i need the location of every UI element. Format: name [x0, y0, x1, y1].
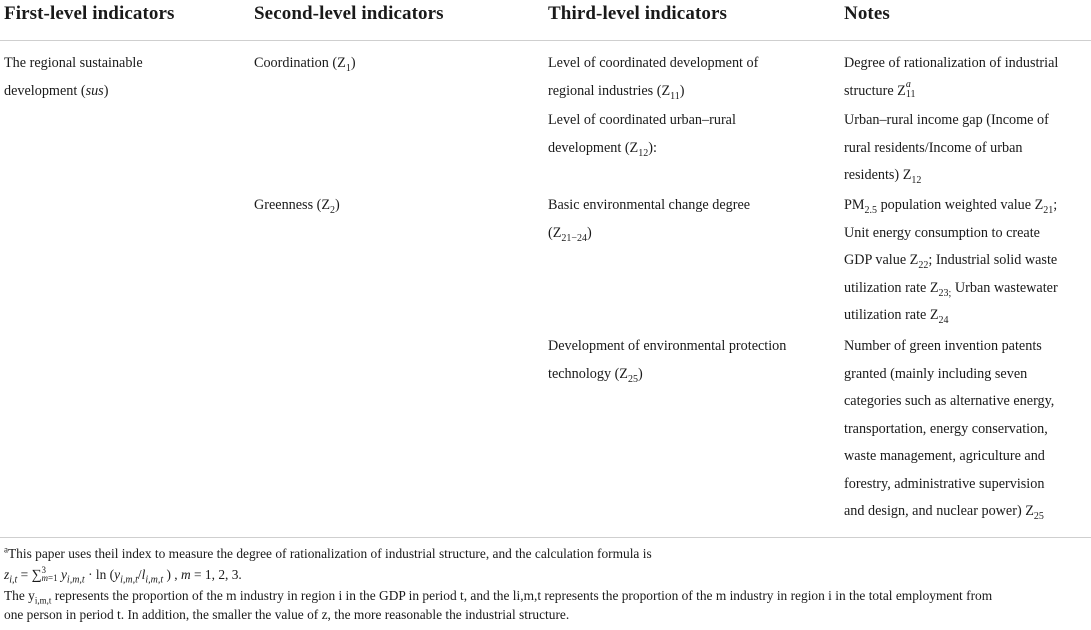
- header-second-level: Second-level indicators: [254, 3, 444, 24]
- notes-z21-24: $PM_{2.5}$ population weighted value $Z_{21}$; Unit energy consumption to create GDP value $Z_{22}$; Industrial solid waste utilization rate $Z_{23;}$ Urban wastewater utilization rate $Z_{24}$: [844, 197, 1058, 326]
- third-level-z11: Level of coordinated development of regional industries $(Z_{11})$: [548, 55, 759, 102]
- table-header: [0, 0, 1091, 41]
- first-level-cell: The regional sustainable development (sus): [4, 55, 143, 99]
- header-third-level: Third-level indicators: [548, 3, 727, 24]
- footnote-line-3: The $y_{i,m,t}$ represents the proportion of the m industry in region i in the GDP in period t, and the li,m,t represents the proportion of the m industry in region i in the total employment from: [4, 588, 993, 606]
- notes-z12: Urban–rural income gap (Income of rural residents/Income of urban residents) $Z_{12}$: [844, 112, 1049, 186]
- second-level-greenness: Greenness $(Z_2)$: [254, 197, 340, 216]
- second-level-coordination: Coordination $(Z_1)$: [254, 55, 356, 74]
- header-notes: Notes: [844, 3, 890, 24]
- footnote-line-1: $^a$This paper uses theil index to measure the degree of rationalization of industrial structure, and the calculation formula is: [4, 544, 652, 561]
- footnote-formula: $z_{i,t}$ = ∑ 3 m=1 $y_{i,m,t} \cdot \ln (y_{i,m,t}/l_{i,m,t}$ ) , m = 1, 2, 3.: [4, 565, 242, 586]
- notes-z11: Degree of rationalization of industrial structure Z a 11: [844, 55, 1059, 100]
- third-level-z21-24: Basic environmental change degree $(Z_{21-24})$: [548, 197, 751, 244]
- notes-z25: Number of green invention patents granted (mainly including seven categories such as alternative energy, transportation, energy conservation, waste management, agriculture and forestry, administrative supervision and design, and nuclear power) $Z_{25}$: [844, 338, 1055, 522]
- third-level-z25: Development of environmental protection technology $(Z_{25})$: [548, 338, 787, 385]
- footnote-line-4: one person in period t. In addition, the smaller the value of z, the more reasonable the industrial structure.: [4, 607, 570, 622]
- table-bottom-rule: [0, 537, 1091, 538]
- header-first-level: First-level indicators: [4, 3, 175, 24]
- third-level-z12: Level of coordinated urban–rural development $(Z_{12})$:: [548, 112, 736, 159]
